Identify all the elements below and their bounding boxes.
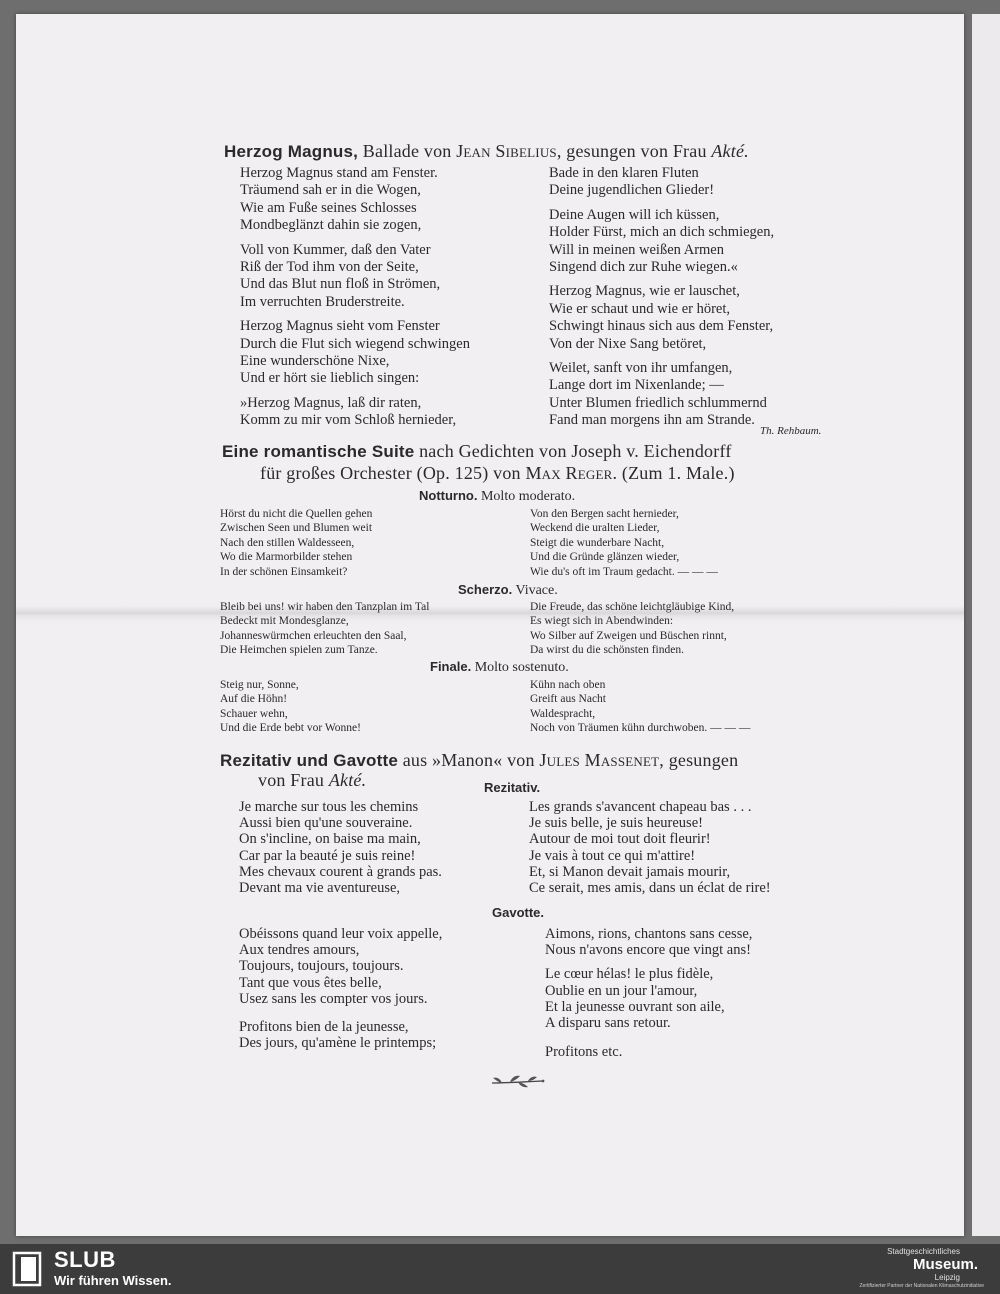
- manon-title: Rezitativ und Gavotte: [220, 751, 399, 770]
- magnus-title: Herzog Magnus,: [224, 142, 359, 161]
- stanza: [240, 242, 470, 312]
- verse-line: Mondbeglänzt dahin sie zogen,: [240, 217, 422, 234]
- magnus-singer: Akté.: [711, 141, 749, 161]
- verse-line: Ce serait, mes amis, dans un éclat de rire!: [529, 880, 771, 897]
- library-name[interactable]: SLUB: [54, 1247, 116, 1272]
- manon-composer: Jules Massenet,: [539, 750, 664, 770]
- verse-line: Die Freude, das schöne leichtgläubige Kind,: [530, 601, 735, 613]
- verse-line: Weilet, sanft von ihr umfangen,: [549, 360, 733, 377]
- verse-line: Autour de moi tout doit fleurir!: [529, 831, 711, 848]
- verse-line: Zwischen Seen und Blumen weit: [220, 522, 373, 535]
- movement-heading-notturno: [419, 488, 575, 505]
- verse-line: Von den Bergen sacht hernieder,: [530, 508, 679, 520]
- magnus-composer: Jean Sibelius,: [456, 141, 562, 161]
- finale-right-column: [530, 678, 750, 736]
- stanza: [240, 165, 470, 235]
- library-tagline: Wir führen Wissen.: [54, 1273, 172, 1288]
- verse-line: Steigt die wunderbare Nacht,: [530, 536, 665, 549]
- scherzo-right-column: [530, 600, 734, 658]
- verse-line: Träumend sah er in die Wogen,: [240, 182, 421, 199]
- verse-line: Und die Gründe glänzen wieder,: [530, 551, 680, 564]
- gavotte-left-column: [239, 926, 442, 1051]
- verse-line: Et, si Manon devait jamais mourir,: [529, 863, 731, 880]
- verse-line: Singend dich zur Ruhe wiegen.«: [549, 259, 738, 276]
- verse-line: Wie er schaut und wie er höret,: [549, 300, 730, 317]
- verse-line: Es wiegt sich in Abendwinden:: [530, 615, 674, 628]
- rezitativ-left-column: [239, 799, 442, 896]
- verse-line: Schauer wehn,: [220, 707, 288, 720]
- verse-line: Hörst du nicht die Quellen gehen: [220, 508, 373, 520]
- verse-line: Car par la beauté je suis reine!: [239, 847, 416, 864]
- magnus-heading: [224, 141, 749, 162]
- verse-line: Toujours, toujours, toujours.: [239, 958, 404, 975]
- verse-line: Und das Blut nun floß in Strömen,: [240, 276, 441, 293]
- verse-line: Waldespracht,: [530, 707, 596, 720]
- verse-line: Bleib bei uns! wir haben den Tanzplan im Tal: [220, 601, 430, 613]
- verse-line: Von der Nixe Sang betöret,: [549, 335, 707, 352]
- stanza: [549, 360, 774, 430]
- leaf-sprig-ornament-icon: [488, 1072, 548, 1092]
- verse-line: Herzog Magnus sieht vom Fenster: [240, 318, 440, 335]
- verse-line: Im verruchten Bruderstreite.: [240, 293, 405, 310]
- verse-line: Les grands s'avancent chapeau bas . . .: [529, 799, 752, 815]
- verse-line: In der schönen Einsamkeit?: [220, 565, 348, 578]
- museum-certification: Zertifizierter Partner der Nationalen Klimaschutzinitiative: [859, 1283, 984, 1289]
- verse-line: Usez sans les compter vos jours.: [239, 990, 428, 1007]
- verse-line: Deine jugendlichen Glieder!: [549, 182, 715, 199]
- verse-line: Nach den stillen Waldesseen,: [220, 536, 355, 549]
- stanza: [549, 207, 774, 277]
- verse-line: Bedeckt mit Mondesglanze,: [220, 615, 349, 628]
- verse-line: Profitons bien de la jeunesse,: [239, 1019, 409, 1036]
- movement-name: Notturno.: [419, 488, 478, 503]
- verse-line: Obéissons quand leur voix appelle,: [239, 926, 443, 942]
- verse-line: Und er hört sie lieblich singen:: [240, 370, 420, 387]
- verse-line: Herzog Magnus, wie er lauschet,: [549, 283, 740, 300]
- verse-line: Noch von Träumen kühn durchwoben. — — —: [530, 722, 751, 735]
- rezitativ-right-column: [529, 799, 771, 896]
- verse-line: Komm zu mir vom Schloß hernieder,: [240, 412, 457, 429]
- manon-heading-line2: [258, 770, 366, 791]
- stanza: [549, 165, 774, 200]
- verse-line: Kühn nach oben: [530, 679, 606, 691]
- movement-tempo: Vivace.: [515, 583, 558, 598]
- verse-line: Profitons etc.: [545, 1044, 623, 1061]
- verse-line: Steig nur, Sonne,: [220, 679, 299, 691]
- museum-line: Stadtgeschichtliches: [887, 1247, 960, 1256]
- slub-book-logo-icon[interactable]: [12, 1251, 44, 1287]
- verse-line: Et la jeunesse ouvrant son aile,: [545, 998, 725, 1015]
- stanza: [240, 318, 470, 388]
- verse-line: Auf die Höhn!: [220, 693, 288, 706]
- verse-line: Wie du's oft im Traum gedacht. — — —: [530, 565, 718, 578]
- museum-name[interactable]: Museum.: [912, 1256, 978, 1273]
- verse-line: Aimons, rions, chantons sans cesse,: [545, 926, 753, 942]
- manon-subtitle: aus »Manon« von: [402, 750, 535, 770]
- suite-subtitle: nach Gedichten von Joseph v. Eichendorff: [419, 441, 732, 461]
- manon-heading: [220, 750, 738, 771]
- verse-line: Devant ma vie aventureuse,: [239, 880, 401, 897]
- movement-tempo: Molto moderato.: [480, 489, 576, 504]
- verse-line: »Herzog Magnus, laß dir raten,: [240, 394, 422, 411]
- verse-line: Weckend die uralten Lieder,: [530, 522, 660, 535]
- suite-title: Eine romantische Suite: [222, 442, 415, 461]
- gavotte-right-column: [545, 926, 752, 1060]
- verse-line: Johanneswürmchen erleuchten den Saal,: [220, 629, 407, 642]
- verse-line: Aux tendres amours,: [239, 942, 360, 959]
- finale-left-column: [220, 678, 361, 736]
- verse-line: Tant que vous êtes belle,: [239, 974, 382, 991]
- verse-line: Schwingt hinaus sich aus dem Fenster,: [549, 318, 774, 335]
- verse-line: Unter Blumen friedlich schlummernd: [549, 394, 767, 411]
- verse-line: Eine wunderschöne Nixe,: [240, 353, 390, 370]
- suite-premiere-note: (Zum 1. Male.): [621, 463, 735, 483]
- rezitativ-label: Rezitativ.: [484, 780, 541, 795]
- verse-line: Will in meinen weißen Armen: [549, 241, 724, 258]
- stanza: [549, 283, 774, 353]
- notturno-right-column: [530, 507, 718, 579]
- magnus-performer-text: gesungen von Frau: [566, 141, 707, 161]
- verse-line: Je vais à tout ce qui m'attire!: [529, 847, 696, 864]
- magnus-left-column: [240, 165, 470, 430]
- verse-line: Nous n'avons encore que vingt ans!: [545, 942, 751, 959]
- museum-city: Leipzig: [934, 1273, 960, 1282]
- movement-tempo: Molto sostenuto.: [474, 660, 569, 675]
- magnus-subtitle: Ballade von: [362, 141, 452, 161]
- verse-line: Mes chevaux courent à grands pas.: [239, 863, 442, 880]
- stanza: [240, 395, 470, 430]
- suite-instrumentation: für großes Orchester (Op. 125) von: [260, 463, 521, 483]
- notturno-left-column: [220, 507, 372, 579]
- verse-line: Herzog Magnus stand am Fenster.: [240, 165, 438, 181]
- verse-line: A disparu sans retour.: [545, 1015, 671, 1032]
- verse-line: Greift aus Nacht: [530, 693, 606, 706]
- translator-credit: Th. Rehbaum.: [760, 425, 822, 437]
- verse-line: Lange dort im Nixenlande; —: [549, 377, 724, 394]
- verse-line: Wo die Marmorbilder stehen: [220, 551, 353, 564]
- verse-line: Durch die Flut sich wiegend schwingen: [240, 335, 470, 352]
- movement-heading-scherzo: [458, 582, 558, 599]
- verse-line: Und die Erde bebt vor Wonne!: [220, 722, 361, 735]
- verse-line: Oublie en un jour l'amour,: [545, 982, 698, 999]
- verse-line: Riß der Tod ihm von der Seite,: [240, 259, 419, 276]
- verse-line: Voll von Kummer, daß den Vater: [240, 241, 431, 258]
- scherzo-left-column: [220, 600, 429, 658]
- verse-line: Je marche sur tous les chemins: [239, 799, 419, 815]
- verse-line: Da wirst du die schönsten finden.: [530, 644, 684, 657]
- verse-line: Wie am Fuße seines Schlosses: [240, 199, 417, 216]
- verse-line: Die Heimchen spielen zum Tanze.: [220, 644, 378, 657]
- verse-line: Aussi bien qu'une souveraine.: [239, 815, 413, 832]
- suite-heading-line2: [260, 463, 735, 484]
- verse-line: On s'incline, on baise ma main,: [239, 831, 421, 848]
- verse-line: Wo Silber auf Zweigen und Büschen rinnt,: [530, 629, 727, 642]
- movement-name: Scherzo.: [458, 582, 513, 597]
- gavotte-label: Gavotte.: [492, 905, 545, 920]
- suite-heading: [222, 441, 732, 462]
- verse-line: Je suis belle, je suis heureuse!: [529, 815, 703, 832]
- manon-performer-text-2: von Frau: [258, 770, 325, 790]
- verse-line: Fand man morgens ihn am Strande.: [549, 412, 755, 429]
- movement-heading-finale: [430, 659, 569, 676]
- verse-line: Des jours, qu'amène le printemps;: [239, 1035, 437, 1052]
- verse-line: Holder Fürst, mich an dich schmiegen,: [549, 224, 775, 241]
- manon-performer-text: gesungen: [668, 750, 739, 770]
- magnus-right-column: [549, 165, 774, 430]
- verse-line: Deine Augen will ich küssen,: [549, 206, 720, 223]
- manon-singer: Akté.: [328, 770, 367, 790]
- movement-name: Finale.: [430, 659, 472, 674]
- verse-line: Le cœur hélas! le plus fidèle,: [545, 966, 714, 983]
- suite-composer: Max Reger.: [525, 463, 618, 483]
- verse-line: Bade in den klaren Fluten: [549, 165, 699, 181]
